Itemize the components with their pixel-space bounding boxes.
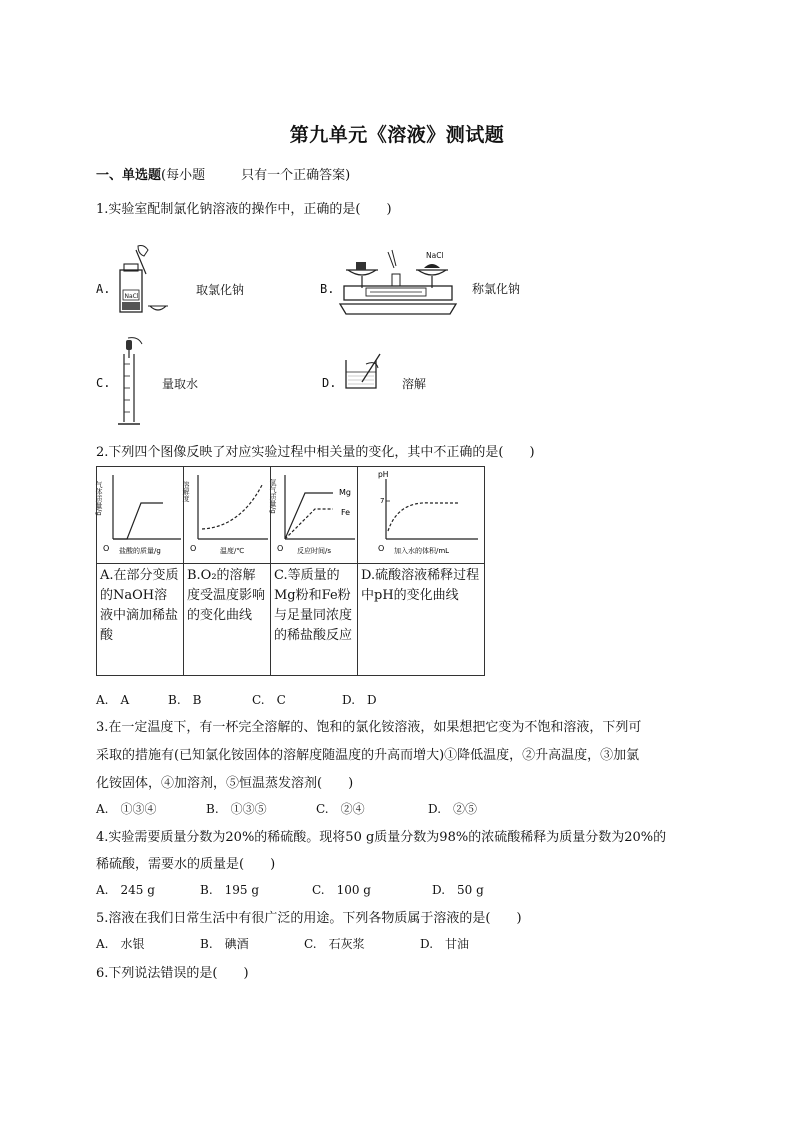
q5-stem: 5.溶液在我们日常生活中有很广泛的用途。下列各物质属于溶液的是( ) [96,911,522,926]
q5-option-c[interactable]: C. 石灰浆 [304,937,365,951]
q1-b-balance [336,246,466,320]
q2-graph-d-xlabel: 加入水的体积/mL [394,547,450,555]
q5-option-b[interactable]: B. 碘酒 [200,937,249,951]
q2-graph-d-tick: 7 [380,497,385,505]
q2-graph-d [358,467,484,559]
q2-graph-c-xlabel: 反应时间/s [297,547,332,555]
q1-d-beaker [342,352,390,392]
q1-c-caption: 量取水 [162,377,199,391]
q2-graph-b-ylabel: 溶解度 [182,481,190,502]
q3-line-2: 采取的措施有(已知氯化铵固体的溶解度随温度的升高而增大)①降低温度，②升高温度，③加氯 [96,748,640,763]
q3-option-a[interactable]: A. ①③④ [96,802,157,816]
q5-option-d[interactable]: D. 甘油 [420,937,470,951]
q2-options [96,691,377,708]
section-note: (每小题 [161,168,206,183]
q6-stem: 6.下列说法错误的是( ) [96,966,249,981]
q2-graph-c-cell [271,467,358,564]
q1-c-cylinder [116,336,150,430]
section-title: 一、单选题 [96,168,162,183]
q2-graph-b-cell [184,467,271,564]
q1-b-label: B. [320,282,335,296]
section-note-2: 只有一个正确答案) [241,168,351,183]
q2-graph-a-ylabel: 气体质量/g [95,481,103,516]
q2-graph-b [184,467,270,559]
q3-line-3: 化铵固体，④加溶剂，⑤恒温蒸发溶剂( ) [96,776,354,791]
q2-graph-a [97,467,183,559]
q2-graph-a-origin: O [103,544,110,553]
q1-d-caption: 溶解 [402,377,427,391]
q2-graph-d-origin: O [378,544,385,553]
q1-b-caption: 称氯化钠 [472,282,521,296]
q2-cell-b: B.O₂的溶解度受温度影响的变化曲线 [184,564,271,676]
page-title: 第九单元《溶液》测试题 [289,124,505,146]
q2-graph-b-origin: O [190,544,197,553]
q2-graph-c-label-fe: Fe [341,508,351,517]
q4-line-2: 稀硫酸，需要水的质量是( ) [96,857,276,872]
q4-line-1: 4.实验需要质量分数为20%的稀硫酸。现将50 g质量分数为98%的浓硫酸稀释为质量分数为20%的 [96,830,667,845]
q2-graph-c-label-mg: Mg [339,488,351,497]
q5-option-a[interactable]: A. 水银 [96,937,145,951]
q2-cell-d: D.硫酸溶液稀释过程中pH的变化曲线 [358,564,485,676]
q4-option-c[interactable]: C. 100 g [312,883,371,897]
q1-d-label: D. [322,376,337,390]
q4-option-a[interactable]: A. 245 g [96,883,155,897]
q2-option-c[interactable]: C. C [252,693,286,707]
q3-option-b[interactable]: B. ①③⑤ [206,802,267,816]
q2-option-b[interactable]: B. B [168,693,202,707]
q4-options [96,881,484,898]
q2-stem: 2.下列四个图像反映了对应实验过程中相关量的变化，其中不正确的是( ) [96,445,535,460]
q2-graph-d-ylabel: pH [378,470,389,479]
q2-cell-c: C.等质量的Mg粉和Fe粉与足量同浓度的稀盐酸反应 [271,564,358,676]
q2-option-a[interactable]: A. A [96,693,130,707]
q2-graph-a-xlabel: 盐酸的质量/g [119,547,161,555]
q2-graph-table [96,466,485,676]
q2-graph-c-origin: O [277,544,284,553]
q4-option-b[interactable]: B. 195 g [200,883,260,897]
q1-c-label: C. [96,376,111,390]
q3-line-1: 3.在一定温度下，有一杯完全溶解的、饱和的氯化铵溶液，如果想把它变为不饱和溶液，下列可 [96,720,642,735]
q1-a-caption: 取氯化钠 [196,283,245,297]
q2-graph-c-ylabel: 氢气质量/g [269,479,277,514]
q2-graph-c [271,467,357,559]
q2-graph-b-xlabel: 温度/℃ [220,547,245,555]
q2-option-d[interactable]: D. D [342,693,377,707]
q3-option-d[interactable]: D. ②⑤ [428,802,478,816]
q2-graph-a-cell [97,467,184,564]
section-heading [96,164,350,183]
q1-b-reagent-label: NaCl [426,251,444,260]
q2-graph-d-cell [358,467,485,564]
q3-options [96,800,477,817]
q5-options [96,935,469,952]
q1-a-illustration [114,244,174,318]
q1-stem: 1.实验室配制氯化钠溶液的操作中，正确的是( ) [96,202,392,217]
q1-a-label: A. [96,282,111,296]
q1-a-bottle-label: NaCl [124,293,139,300]
q4-option-d[interactable]: D. 50 g [432,883,484,897]
q3-option-c[interactable]: C. ②④ [316,802,365,816]
q2-cell-a: A.在部分变质的NaOH溶液中滴加稀盐酸 [97,564,184,676]
